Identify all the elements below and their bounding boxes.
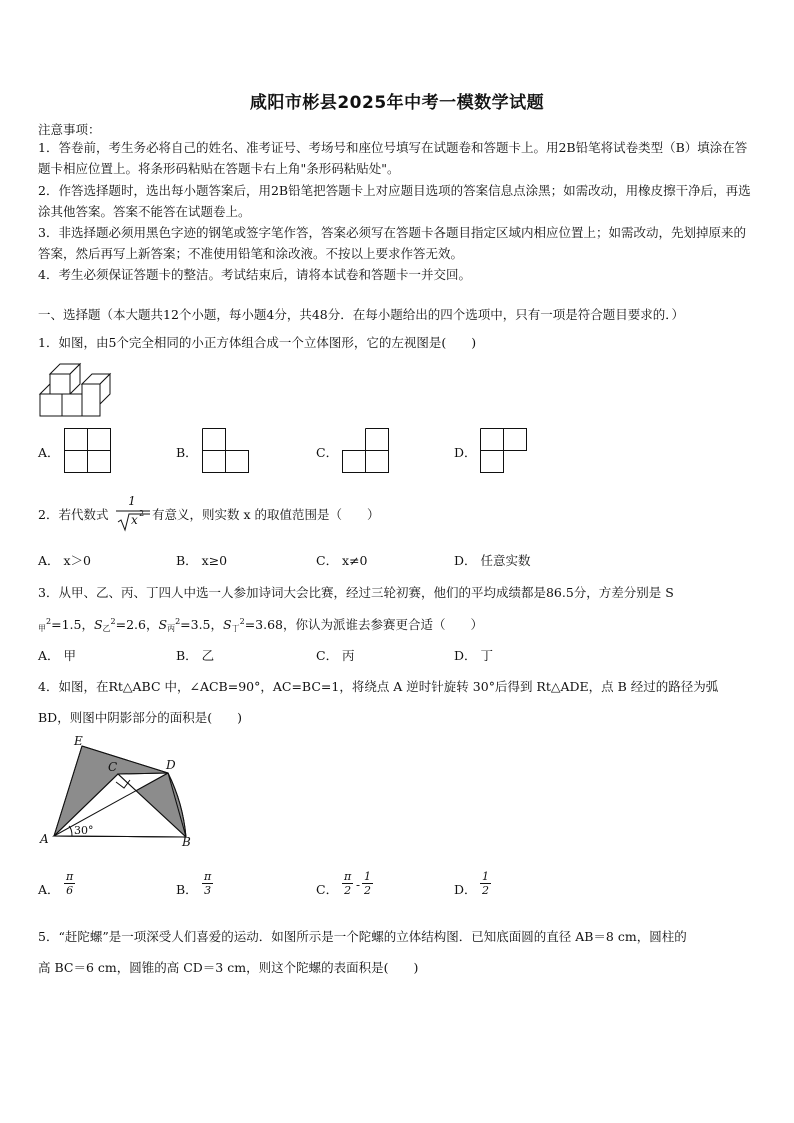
q4-option-c-minus: - — [356, 878, 361, 892]
question-5-line2: 高 BC＝6 cm，圆锥的高 CD＝3 cm，则这个陀螺的表面积是( ) — [38, 960, 419, 975]
q4-option-a-fraction: $\frac{\pi}{6}$ — [66, 870, 74, 897]
notes-heading: 注意事项： — [38, 122, 101, 137]
label-c: C — [108, 760, 118, 774]
label-e: E — [74, 734, 83, 748]
exam-title: 咸阳市彬县2025年中考一模数学试题 — [249, 93, 545, 113]
q1-option-a-grid — [64, 428, 112, 474]
q1-option-d-grid — [480, 428, 528, 474]
question-4-line1: 4．如图，在Rt△ABC 中，∠ACB=90°，AC=BC=1，将绕点 A 逆时针旋转 30°后得到 Rt△ADE，点 B 经过的路径为弧 — [38, 679, 719, 694]
question-3-line1: 3．从甲、乙、丙、丁四人中选一人参加诗词大会比赛，经过三轮初赛，他们的平均成绩都是86.5分，方差分别是 S — [38, 585, 674, 600]
q4-option-d[interactable]: D． — [454, 882, 477, 897]
q3-option-b[interactable]: B． 乙 — [176, 648, 215, 663]
q4-option-d-fraction: $\frac{1}{2}$ — [482, 870, 489, 897]
question-1-text: 1．如图，由5个完全相同的小正方体组合成一个立体图形，它的左视图是( ) — [38, 335, 477, 350]
q1-option-b[interactable]: B． — [176, 445, 198, 460]
q1-option-a[interactable]: A． — [38, 445, 60, 460]
q2-option-a[interactable]: A． x＞0 — [38, 553, 92, 568]
label-b: B — [182, 835, 191, 849]
q3-option-a[interactable]: A． 甲 — [38, 648, 77, 663]
q2-option-b[interactable]: B． x≥0 — [176, 553, 228, 568]
note-item: 1．答卷前，考生务必将自己的姓名、准考证号、考场号和座位号填写在试题卷和答题卡上。用2B铅笔将试卷类型（B）填涂在答题卡相应位置上。将条形码粘贴在答题卡右上角"条形码粘贴处"。 — [38, 140, 748, 176]
q4-option-c-fraction-2: $\frac{1}{2}$ — [364, 870, 371, 897]
q4-option-c[interactable]: C． — [316, 882, 339, 897]
q3-option-c[interactable]: C． 丙 — [316, 648, 355, 663]
note-item: 3．非选择题必须用黑色字迹的钢笔或签字笔作答，答案必须写在答题卡各题目指定区域内相应位置上；如需改动，先划掉原来的答案，然后再写上新答案；不准使用铅笔和涂改液。不按以上要求作答无效。 — [38, 225, 746, 261]
q3-option-d[interactable]: D． 丁 — [454, 648, 493, 663]
question-2-prefix: 2．若代数式 — [38, 507, 109, 522]
question-5-line1: 5．“赶陀螺”是一项深受人们喜爱的运动．如图所示是一个陀螺的立体结构图．已知底面圆的直径 AB＝8 cm，圆柱的 — [38, 929, 687, 944]
cube-stack-figure — [38, 360, 108, 420]
q2-exponent: 2 — [139, 509, 145, 518]
q1-option-d[interactable]: D． — [454, 445, 477, 460]
q2-frac-numerator: 1 — [128, 494, 136, 508]
question-3-line2: $_甲^2$=1.5，$S_乙^2=2.6$，$S_丙^2=3.5$，$S_丁^2=3.68$，你认为派谁去参赛更合适（ ） — [38, 617, 483, 633]
note-item: 2．作答选择题时，选出每小题答案后，用2B铅笔把答题卡上对应题目选项的答案信息点涂黑；如需改动，用橡皮擦干净后，再选涂其他答案。答案不能答在试题卷上。 — [38, 183, 751, 219]
q2-option-d[interactable]: D． 任意实数 — [454, 553, 531, 568]
note-item: 4．考生必须保证答题卡的整洁。考试结束后，请将本试卷和答题卡一并交回。 — [38, 267, 471, 282]
q1-option-c-grid — [342, 428, 390, 474]
rotation-figure — [38, 733, 203, 851]
q1-option-c[interactable]: C． — [316, 445, 339, 460]
section-heading: 一、选择题（本大题共12个小题，每小题4分，共48分．在每小题给出的四个选项中，只有一项是符合题目要求的．） — [38, 307, 685, 322]
label-d: D — [166, 758, 176, 772]
q2-radicand: x — [131, 513, 138, 527]
label-a: A — [40, 832, 49, 846]
q4-option-c-fraction-1: $\frac{\pi}{2}$ — [344, 870, 352, 897]
question-2-suffix: 有意义，则实数 x 的取值范围是（ ） — [152, 507, 380, 522]
q1-option-b-grid — [202, 428, 250, 474]
question-4-line2: BD，则图中阴影部分的面积是( ) — [38, 710, 242, 725]
q4-option-b[interactable]: B． — [176, 882, 198, 897]
label-angle: 30° — [74, 824, 94, 837]
q4-option-a[interactable]: A． — [38, 882, 60, 897]
q4-option-b-fraction: $\frac{\pi}{3}$ — [204, 870, 212, 897]
q2-option-c[interactable]: C． x≠0 — [316, 553, 368, 568]
